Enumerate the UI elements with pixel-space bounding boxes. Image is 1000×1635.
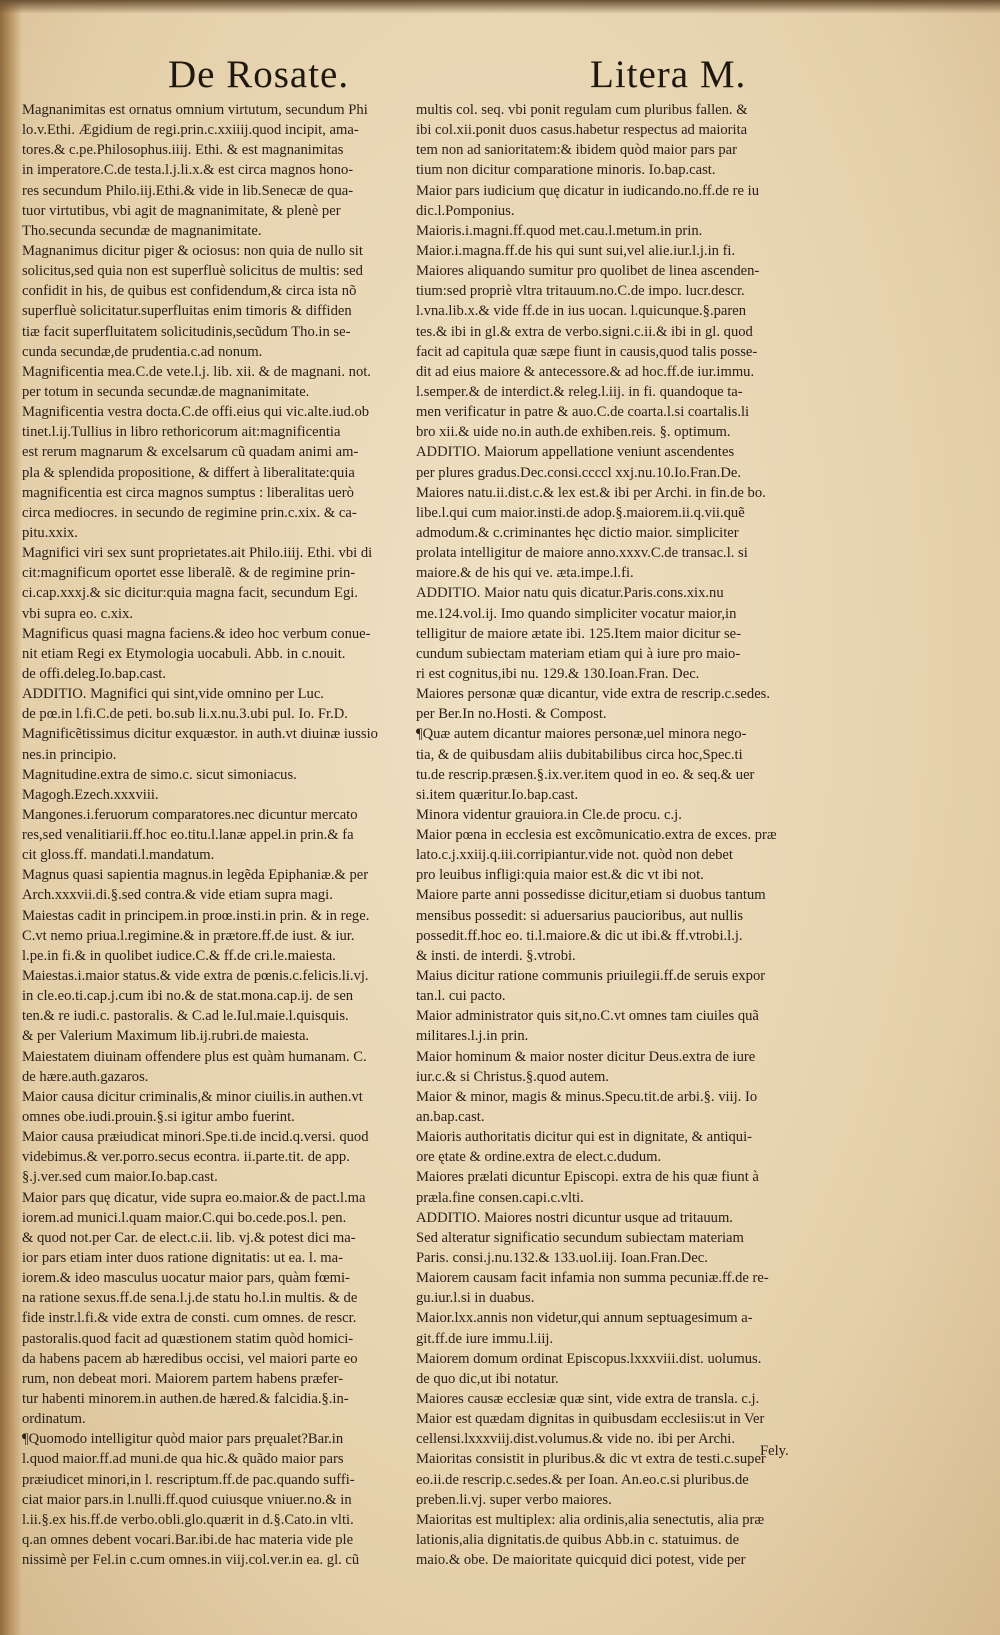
text-line: tan.l. cui pacto. <box>416 988 506 1005</box>
text-line: Magogh.Ezech.xxxviii. <box>22 786 159 803</box>
text-line: Maior pars quę dicatur, vide supra eo.maior.& de pact.l.ma <box>22 1189 366 1206</box>
text-line: cellensi.lxxxviij.dist.volumus.& vide no. ibi per Archi. <box>416 1431 736 1448</box>
text-line: tu.de rescrip.præsen.§.ix.ver.item quod in eo. & seq.& uer <box>416 766 755 783</box>
text-line: pitu.xxix. <box>22 524 78 541</box>
text-line: Tho.secunda secundæ de magnanimitate. <box>22 222 262 239</box>
text-line: per plures gradus.Dec.consi.ccccl xxj.nu.10.Io.Fran.De. <box>416 464 742 481</box>
text-line: Arch.xxxvii.di.§.sed contra.& vide etiam supra magi. <box>22 887 333 904</box>
text-line: de offi.deleg.Io.bap.cast. <box>22 665 166 682</box>
text-line: Maioris.i.magni.ff.quod met.cau.l.metum.in prin. <box>416 222 703 239</box>
text-line: ¶Quomodo intelligitur quòd maior pars pręualet?Bar.in <box>22 1431 344 1448</box>
text-line: maiore.& de his qui ve. æta.impe.l.fi. <box>416 565 634 582</box>
text-line: Magnificẽtissimus dicitur exquæstor. in auth.vt diuinæ iussio <box>22 726 378 743</box>
text-line: ten.& re iudi.c. pastoralis. & C.ad le.Iul.maie.l.quisquis. <box>22 1008 349 1025</box>
text-line: Maiores natu.ii.dist.c.& lex est.& ibi per Archi. in fin.de bo. <box>416 484 766 501</box>
text-line: Maior.i.magna.ff.de his qui sunt sui,vel alie.iur.l.j.in fi. <box>416 242 736 259</box>
text-line: Maiestatem diuinam offendere plus est quàm humanam. C. <box>22 1048 367 1065</box>
text-line: iur.c.& si Christus.§.quod autem. <box>416 1068 609 1085</box>
text-line: Magnanimus dicitur piger & ociosus: non quia de nullo sit <box>22 242 363 259</box>
text-line: nit etiam Regi ex Etymologia uocabuli. Abb. in c.nouit. <box>22 645 346 662</box>
text-line: solicitus,sed quia non est superfluè solicitus de multis: sed <box>22 263 363 280</box>
text-line: facit ad capitula quæ sæpe fiunt in causis,quod talis posse- <box>416 343 758 360</box>
text-line: tuor virtutibus, vbi agit de magnanimitate, & plenè per <box>22 202 341 219</box>
text-line: lato.c.j.xxiij.q.iii.corripiantur.vide not. quòd non debet <box>416 847 733 864</box>
text-line: Maior & minor, magis & minus.Specu.tit.de arbi.§. viij. Io <box>416 1088 758 1105</box>
text-line: si.item quæritur.Io.bap.cast. <box>416 786 579 803</box>
text-line: l.quod maior.ff.ad muni.de qua hic.& quãdo maior pars <box>22 1451 344 1468</box>
text-line: Maiore parte anni possedisse dicitur,etiam si duobus tantum <box>416 887 766 904</box>
text-line: Maiorem domum ordinat Episcopus.lxxxviii.dist. uolumus. <box>416 1350 762 1367</box>
text-line: pastoralis.quod facit ad quæstionem statim quòd homici- <box>22 1330 354 1347</box>
text-line: men verificatur in patre & auo.C.de coarta.l.si coartalis.li <box>416 404 750 421</box>
text-line: libe.l.qui cum maior.insti.de adop.§.maiorem.ii.q.vii.quẽ <box>416 504 745 521</box>
text-line: ri est cognitus,ibi nu. 129.& 130.Ioan.Fran. Dec. <box>416 665 700 682</box>
text-line: lo.v.Ethi. Ægidium de regi.prin.c.xxiiij.quod incipit, ama- <box>22 122 359 139</box>
text-line: Maior hominum & maior noster dicitur Deus.extra de iure <box>416 1048 756 1065</box>
text-line: me.124.vol.ij. Imo quando simpliciter vocatur maior,in <box>416 605 737 622</box>
text-line: per Ber.In no.Hosti. & Compost. <box>416 706 607 723</box>
left-text-column <box>22 100 394 1570</box>
text-line: Maiestas cadit in principem.in proœ.insti.in prin. & in rege. <box>22 907 370 924</box>
text-line: admodum.& c.criminantes hęc dictio maior. simpliciter <box>416 524 739 541</box>
text-line: multis col. seq. vbi ponit regulam cum pluribus fallen. & <box>416 102 748 118</box>
text-line: na ratione sexus.ff.de sena.l.j.de statu ho.l.in multis. & de <box>22 1290 358 1307</box>
text-line: militares.l.j.in prin. <box>416 1028 529 1045</box>
text-line: Maior est quædam dignitas in quibusdam ecclesiis:ut in Ver <box>416 1411 765 1428</box>
text-line: Maiores causæ ecclesiæ quæ sint, vide extra de transla. c.j. <box>416 1391 760 1407</box>
text-line: tores.& c.pe.Philosophus.iiij. Ethi. & est magnanimitas <box>22 142 344 159</box>
text-line: rum, non debeat mori. Maiorem partem habens præfer- <box>22 1370 344 1387</box>
text-line: Paris. consi.j.nu.132.& 133.uol.iij. Ioan.Fran.Dec. <box>416 1250 708 1267</box>
text-line: de hære.auth.gazaros. <box>22 1068 149 1085</box>
text-line: ci.cap.xxxj.& sic dicitur:quia magna facit, secundum Egi. <box>22 585 358 602</box>
text-line: preben.li.vj. super verbo maiores. <box>416 1491 612 1508</box>
text-line: tes.& ibi in gl.& extra de verbo.signi.c.ii.& ibi in gl. quod <box>416 323 753 340</box>
text-line: iorem.& ideo masculus uocatur maior pars, quàm fœmi- <box>22 1270 350 1287</box>
text-line: res secundum Philo.iij.Ethi.& vide in lib.Senecæ de qua- <box>22 182 354 199</box>
top-edge-shadow <box>0 0 1000 14</box>
text-line: dic.l.Pomponius. <box>416 202 515 219</box>
catchword: Fely. <box>760 1443 789 1459</box>
text-line: telligitur de maiore ætate ibi. 125.Item maior dicitur se- <box>416 625 742 642</box>
text-line: Magnifici viri sex sunt proprietates.ait Philo.iiij. Ethi. vbi di <box>22 545 373 562</box>
text-line: vbi supra eo. c.xix. <box>22 605 134 622</box>
text-line: cunda secundæ,de prudentia.c.ad nonum. <box>22 343 263 360</box>
text-line: Maiorem causam facit infamia non summa pecuniæ.ff.de re- <box>416 1270 769 1287</box>
text-line: C.vt nemo priua.l.regimine.& in prætore.ff.de iust. & iur. <box>22 927 355 944</box>
text-line: dit ad eius maiore & antecessore.& ad hoc.ff.de iur.immu. <box>416 363 755 380</box>
text-line: lationis,alia dignitatis.de quibus Abb.in c. statuimus. de <box>416 1531 740 1548</box>
text-line: q.an omnes debent vocari.Bar.ibi.de hac materia vide ple <box>22 1531 354 1548</box>
text-line: l.semper.& de interdict.& releg.l.iij. in fi. quandoque ta- <box>416 383 743 400</box>
text-line: prolata intelligitur de maiore anno.xxxv.C.de transac.l. si <box>416 545 748 562</box>
text-line: fide instr.l.fi.& vide extra de consti. cum omnes. de rescr. <box>22 1310 357 1327</box>
text-line: in cle.eo.ti.cap.j.cum ibi no.& de stat.mona.cap.ij. de sen <box>22 988 354 1005</box>
text-line: l.vna.lib.x.& vide ff.de in ius uocan. l.quicunque.§.paren <box>416 303 747 320</box>
text-line: ordinatum. <box>22 1411 86 1428</box>
text-line: circa mediocres. in secundo de regimine prin.c.xix. & ca- <box>22 504 357 521</box>
text-line: ciat maior pars.in l.nulli.ff.quod cuiusque vniuer.no.& in <box>22 1491 352 1508</box>
binding-shadow <box>0 0 22 1635</box>
text-line: ore ętate & ordine.extra de elect.c.dudum. <box>416 1149 662 1166</box>
text-line: ior pars etiam inter duos ratione dignitatis: ut ea. l. ma- <box>22 1250 343 1267</box>
text-line: Maiores prælati dicuntur Episcopi. extra de his quæ fiunt à <box>416 1169 759 1186</box>
text-line: ADDITIO. Maiores nostri dicuntur usque ad tritauum. <box>416 1209 733 1226</box>
text-line: Magnitudine.extra de simo.c. sicut simoniacus. <box>22 766 297 783</box>
text-line: ADDITIO. Maior natu quis dicatur.Paris.cons.xix.nu <box>416 585 724 602</box>
text-line: videbimus.& ver.porro.secus econtra. ii.parte.tit. de app. <box>22 1149 350 1166</box>
text-line: Magnus quasi sapientia magnus.in legẽda Epiphaniæ.& per <box>22 867 369 884</box>
text-line: Maior causa dicitur criminalis,& minor ciuilis.in authen.vt <box>22 1088 363 1105</box>
text-line: l.ii.§.ex his.ff.de verbo.obli.glo.quærit in d.§.Cato.in vlti. <box>22 1511 354 1528</box>
text-line: Minora videntur grauiora.in Cle.de procu. c.j. <box>416 806 682 823</box>
text-line: & insti. de interdi. §.vtrobi. <box>416 947 576 964</box>
text-line: cit gloss.ff. mandati.l.mandatum. <box>22 847 215 864</box>
text-line: de quo dic,ut ibi notatur. <box>416 1370 559 1387</box>
text-line: per totum in secunda secundæ.de magnanimitate. <box>22 383 310 400</box>
text-line: ADDITIO. Maiorum appellatione veniunt ascendentes <box>416 444 735 461</box>
text-line: an.bap.cast. <box>416 1109 485 1126</box>
text-line: tinet.l.ij.Tullius in libro rethoricorum ait:magnificentia <box>22 424 341 441</box>
text-line: Maior pœna in ecclesia est excõmunicatio.extra de exces. præ <box>416 827 777 844</box>
text-line: cit:magnificum oportet esse liberalẽ. & de regimine prin- <box>22 565 356 582</box>
text-line: Mangones.i.feruorum comparatores.nec dicuntur mercato <box>22 806 358 823</box>
text-line: Maius dicitur ratione communis priuilegii.ff.de seruis expor <box>416 968 766 985</box>
text-line: Maioritas est multiplex: alia ordinis,alia senectutis, alia præ <box>416 1511 765 1528</box>
text-line: Maior administrator quis sit,no.C.vt omnes tam ciuiles quã <box>416 1008 759 1025</box>
text-line: Maior causa præiudicat minori.Spe.ti.de incid.q.versi. quod <box>22 1129 369 1146</box>
text-line: tur habenti minorem.in authen.de hæred.& falcidia.§.in- <box>22 1391 349 1407</box>
text-line: Maiores personæ quæ dicantur, vide extra de rescrip.c.sedes. <box>416 686 771 703</box>
text-line: tium non dicitur comparatione minoris. Io.bap.cast. <box>416 162 716 179</box>
text-line: ADDITIO. Magnifici qui sint,vide omnino per Luc. <box>22 686 324 703</box>
text-line: confidit in his, de quibus est confidendum,& circa ista nõ <box>22 283 357 300</box>
text-line: tia, & de quibusdam aliis dubitabilibus circa hoc,Spec.ti <box>416 746 743 763</box>
right-text-column <box>416 100 840 1570</box>
text-line: præla.fine consen.capi.c.vlti. <box>416 1189 584 1206</box>
text-line: tiæ facit superfluitatem solicitudinis,secũdum Tho.in se- <box>22 323 351 340</box>
text-line: Sed alteratur significatio secundum subiectam materiam <box>416 1229 744 1246</box>
running-header-right: Litera M. <box>590 53 747 96</box>
text-line: l.pe.in fi.& in quolibet iudice.C.& ff.de cri.le.maiesta. <box>22 947 336 964</box>
text-line: Maioritas consistit in pluribus.& dic vt extra de testi.c.super <box>416 1451 766 1468</box>
text-line: iorem.ad munici.l.quam maior.C.qui bo.cede.pos.l. pen. <box>22 1209 347 1226</box>
text-line: de pœ.in l.fi.C.de peti. bo.sub li.x.nu.3.ubi pul. Io. Fr.D. <box>22 706 348 723</box>
text-line: Magnificus quasi magna faciens.& ideo hoc verbum conue- <box>22 625 371 642</box>
text-line: & quod not.per Car. de elect.c.ii. lib. vj.& potest dici ma- <box>22 1229 356 1246</box>
text-line: eo.ii.de rescrip.c.sedes.& per Ioan. An.eo.c.si pluribus.de <box>416 1471 749 1488</box>
text-line: bro xii.& uide no.in auth.de exhiben.reis. §. optimum. <box>416 424 731 441</box>
text-line: nes.in principio. <box>22 746 117 763</box>
text-line: mensibus possedit: si aduersarius paucioribus, aut nullis <box>416 907 744 924</box>
text-line: præiudicet minori,in l. rescriptum.ff.de pac.quando suffi- <box>22 1471 355 1488</box>
text-line: Magnificentia mea.C.de vete.l.j. lib. xii. & de magnani. not. <box>22 363 371 380</box>
text-line: gu.iur.l.si in duabus. <box>416 1290 535 1307</box>
text-line: Magnanimitas est ornatus omnium virtutum, secundum Phi <box>22 102 368 118</box>
text-line: omnes obe.iudi.prouin.§.si igitur ambo fuerint. <box>22 1109 295 1126</box>
text-line: tem non ad sanioritatem:& ibidem quòd maior pars par <box>416 142 737 159</box>
text-line: pla & splendida propositione, & differt à liberalitate:quia <box>22 464 355 481</box>
text-line: possedit.ff.hoc eo. ti.l.maiore.& dic ut ibi.& ff.vtrobi.l.j. <box>416 927 743 944</box>
text-line: ¶Quæ autem dicantur maiores personæ,uel minora nego- <box>416 726 747 743</box>
text-line: in imperatore.C.de testa.l.j.li.x.& est circa magnos hono- <box>22 162 354 179</box>
text-line: ibi col.xii.ponit duos casus.habetur respectus ad maiorita <box>416 122 748 139</box>
text-line: Maior.lxx.annis non videtur,qui annum septuagesimum a- <box>416 1310 753 1327</box>
text-line: pro leuibus infligi:quia maior est.& dic vt ibi not. <box>416 867 704 884</box>
text-line: nissimè per Fel.in c.cum omnes.in viij.col.ver.in ea. gl. cũ <box>22 1552 360 1569</box>
text-line: Maiores aliquando sumitur pro quolibet de linea ascenden- <box>416 263 760 280</box>
text-line: Maiestas.i.maior status.& vide extra de pœnis.c.felicis.li.vj. <box>22 968 369 985</box>
text-line: §.j.ver.sed cum maior.Io.bap.cast. <box>22 1169 218 1186</box>
text-line: tium:sed propriè vltra tritauum.no.C.de impo. lucr.descr. <box>416 283 745 300</box>
text-line: Maioris authoritatis dicitur qui est in dignitate, & antiqui- <box>416 1129 753 1146</box>
text-line: superfluè solicitatur.superfluitas enim timoris & diffiden <box>22 303 352 320</box>
text-line: magnificentia est circa magnos sumptus : liberalitas uerò <box>22 484 354 501</box>
text-line: Magnificentia vestra docta.C.de offi.eius qui vic.alte.iud.ob <box>22 404 370 421</box>
running-header-left: De Rosate. <box>168 53 350 96</box>
text-line: cundum subiectam materiam etiam qui à iure pro maio- <box>416 645 741 662</box>
text-line: res,sed venalitiarii.ff.hoc eo.titu.l.lanæ appel.in prin.& fa <box>22 827 354 844</box>
text-line: maio.& obe. De maioritate quicquid dici potest, vide per <box>416 1552 746 1569</box>
text-line: Maior pars iudicium quę dicatur in iudicando.no.ff.de re iu <box>416 182 759 199</box>
text-line: est rerum magnarum & excelsarum cũ quadam animi am- <box>22 444 359 461</box>
text-line: & per Valerium Maximum lib.ij.rubri.de maiesta. <box>22 1028 310 1045</box>
text-line: da habens pacem ab hæredibus occisi, vel maiori parte eo <box>22 1350 358 1367</box>
text-line: git.ff.de iure immu.l.iij. <box>416 1330 554 1347</box>
